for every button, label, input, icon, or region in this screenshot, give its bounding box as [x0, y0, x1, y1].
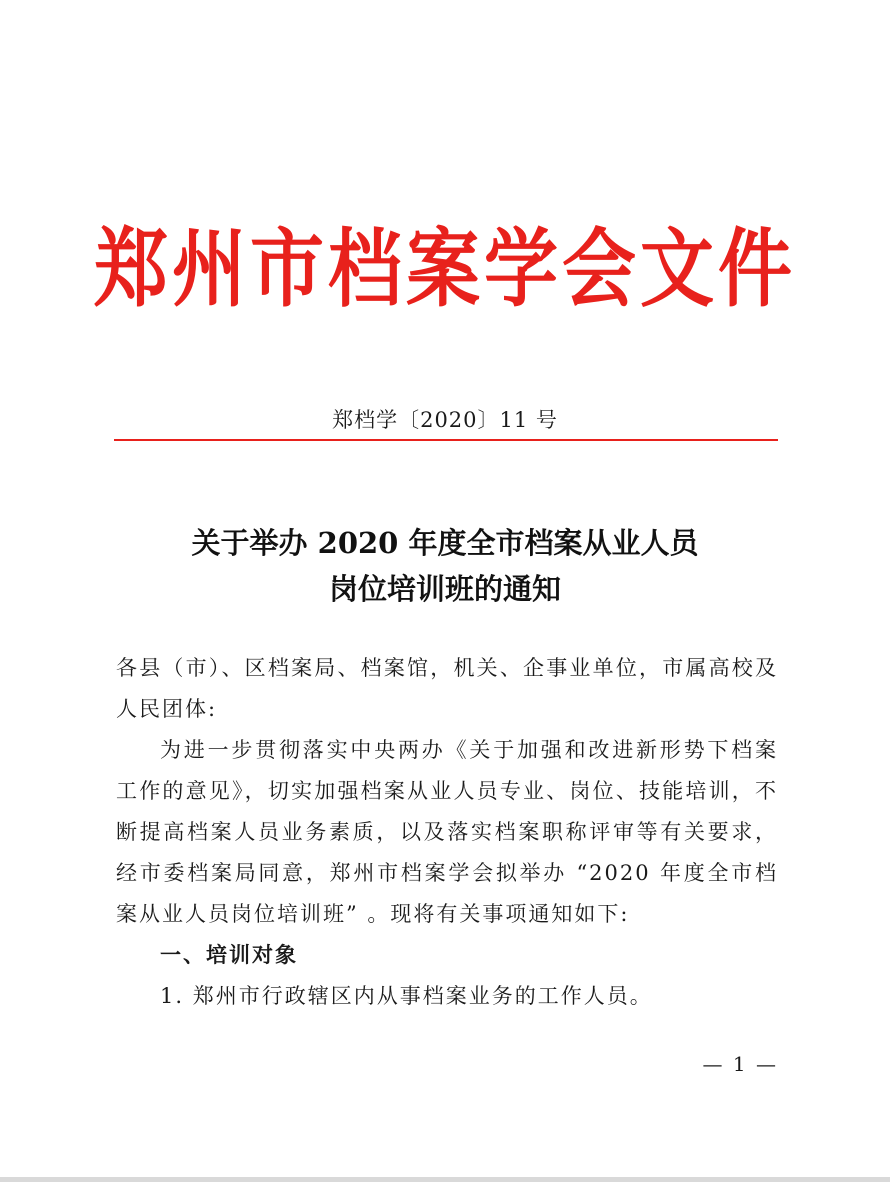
- letterhead-title: 郑州市档案学会文件: [94, 220, 796, 319]
- notice-title-line-2: 岗位培训班的通知: [328, 572, 561, 606]
- red-divider-line: [114, 439, 778, 441]
- document-number: 郑档学〔2020〕11 号: [332, 408, 558, 432]
- section-heading-training-target: 一、培训对象: [160, 943, 298, 967]
- document-body: [116, 648, 778, 1017]
- notice-title: [0, 520, 890, 612]
- page-bottom-edge: [0, 1177, 890, 1182]
- list-item: 1. 郑州市行政辖区内从事档案业务的工作人员。: [160, 984, 653, 1008]
- page-number: — 1 —: [702, 1052, 778, 1076]
- intro-paragraph: 为进一步贯彻落实中央两办《关于加强和改进新形势下档案工作的意见》，切实加强档案从业人员专业、岗位、技能培训，不断提高档案人员业务素质，以及落实档案职称评审等有关要求，经市委档案局同意，郑州市档案学会拟举办 “2020 年度全市档案从业人员岗位培训班” 。现将有关事项通知如下:: [116, 738, 778, 926]
- notice-title-line-1: 关于举办 2020 年度全市档案从业人员: [191, 526, 699, 560]
- salutation: 各县（市）、区档案局、档案馆，机关、企事业单位，市属高校及人民团体:: [116, 656, 778, 721]
